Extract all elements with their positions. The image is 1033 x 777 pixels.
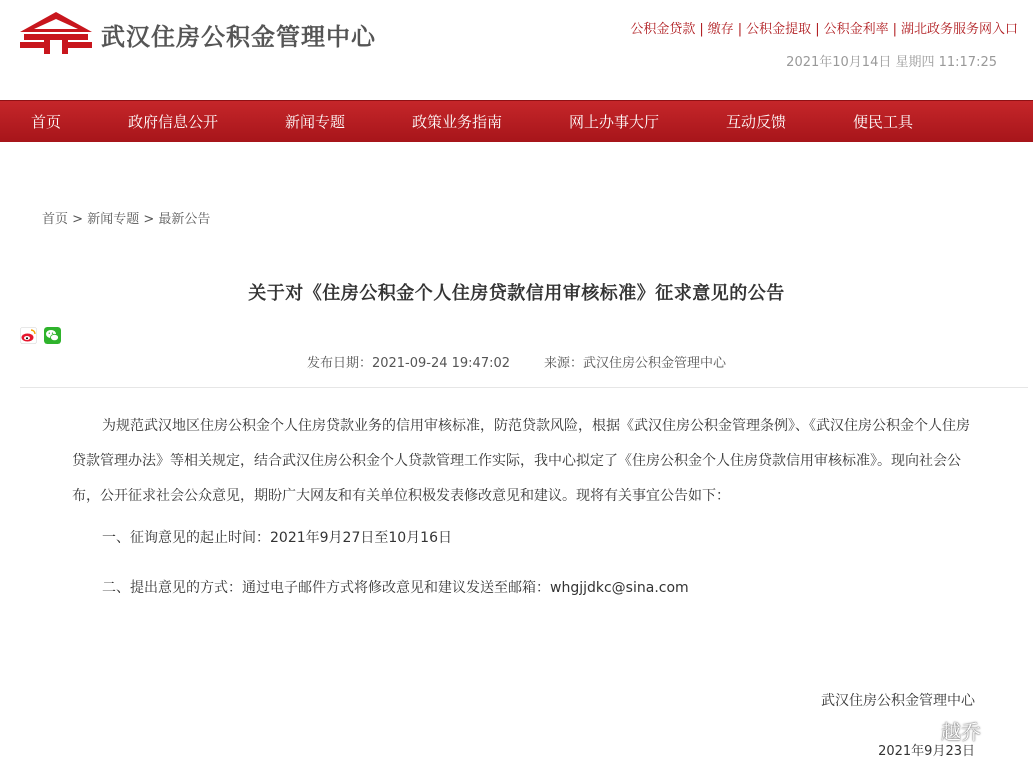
wechat-watermark-icon	[895, 722, 935, 746]
watermark-text: 越乔	[941, 720, 981, 744]
nav-item-policy-guide[interactable]: 政策业务指南	[412, 113, 503, 131]
intro-paragraph: 为规范武汉地区住房公积金个人住房贷款业务的信用审核标准，防范贷款风险，根据《武汉住房公积金管理条例》、《武汉住房公积金个人住房贷款管理办法》等相关规定，结合武汉住房公积金个人贷款管理工作实际，我中心拟定了《住房公积金个人住房贷款信用审核标准》。现向社会公布，公开征求社会公众意见，期盼广大网友和有关单位积极发表修改意见和建议。现将有关事宜公告如下：	[72, 418, 970, 504]
divider	[20, 387, 1028, 388]
signature-organization: 武汉住房公积金管理中心	[821, 693, 975, 709]
article-title: 关于对《住房公积金个人住房贷款信用审核标准》征求意见的公告	[248, 283, 785, 304]
nav-item-home[interactable]: 首页	[31, 113, 62, 131]
site-title: 武汉住房公积金管理中心	[101, 23, 376, 51]
signature-date: 2021年9月23日	[878, 744, 975, 759]
top-link-loan[interactable]: 公积金贷款	[630, 22, 696, 37]
link-separator: |	[737, 22, 743, 37]
breadcrumb-separator: >	[143, 212, 155, 227]
watermark	[895, 716, 981, 746]
consultation-period: 一、征询意见的起止时间：2021年9月27日至10月16日	[102, 530, 452, 546]
site-header	[0, 0, 1033, 100]
link-separator: |	[892, 22, 897, 37]
publish-date: 2021-09-24 19:47:02	[371, 356, 511, 371]
breadcrumb	[42, 208, 210, 227]
link-separator: |	[815, 22, 820, 37]
article-meta	[0, 352, 1033, 371]
top-link-deposit[interactable]: 缴存	[707, 22, 734, 37]
wechat-icon[interactable]	[44, 327, 61, 344]
top-link-hubei-portal[interactable]: 湖北政务服务网入口	[900, 22, 1018, 37]
publish-date-label: 发布日期：	[306, 356, 372, 371]
nav-item-news[interactable]: 新闻专题	[285, 113, 346, 131]
source: 武汉住房公积金管理中心	[583, 356, 727, 371]
nav-item-gov-info[interactable]: 政府信息公开	[128, 113, 219, 131]
breadcrumb-news[interactable]: 新闻专题	[87, 212, 140, 227]
breadcrumb-home[interactable]: 首页	[42, 212, 69, 227]
nav-item-tools[interactable]: 便民工具	[853, 113, 914, 131]
top-link-rate[interactable]: 公积金利率	[823, 22, 889, 37]
link-separator: |	[699, 22, 704, 37]
weibo-icon[interactable]	[20, 327, 37, 344]
current-datetime: 2021年10月14日 星期四 11:17:25	[786, 55, 997, 70]
article-body	[72, 409, 980, 621]
breadcrumb-latest[interactable]: 最新公告	[158, 212, 211, 227]
top-links	[630, 18, 1018, 37]
main-nav	[0, 100, 1033, 142]
feedback-method: 二、提出意见的方式：通过电子邮件方式将修改意见和建议发送至邮箱：whgjjdkc@sina.com	[102, 580, 689, 596]
nav-item-online-service[interactable]: 网上办事大厅	[569, 113, 660, 131]
breadcrumb-separator: >	[72, 212, 84, 227]
top-link-withdraw[interactable]: 公积金提取	[746, 22, 812, 37]
source-label: 来源：	[544, 356, 584, 371]
housing-fund-logo[interactable]	[20, 12, 92, 54]
nav-item-feedback[interactable]: 互动反馈	[726, 113, 787, 131]
